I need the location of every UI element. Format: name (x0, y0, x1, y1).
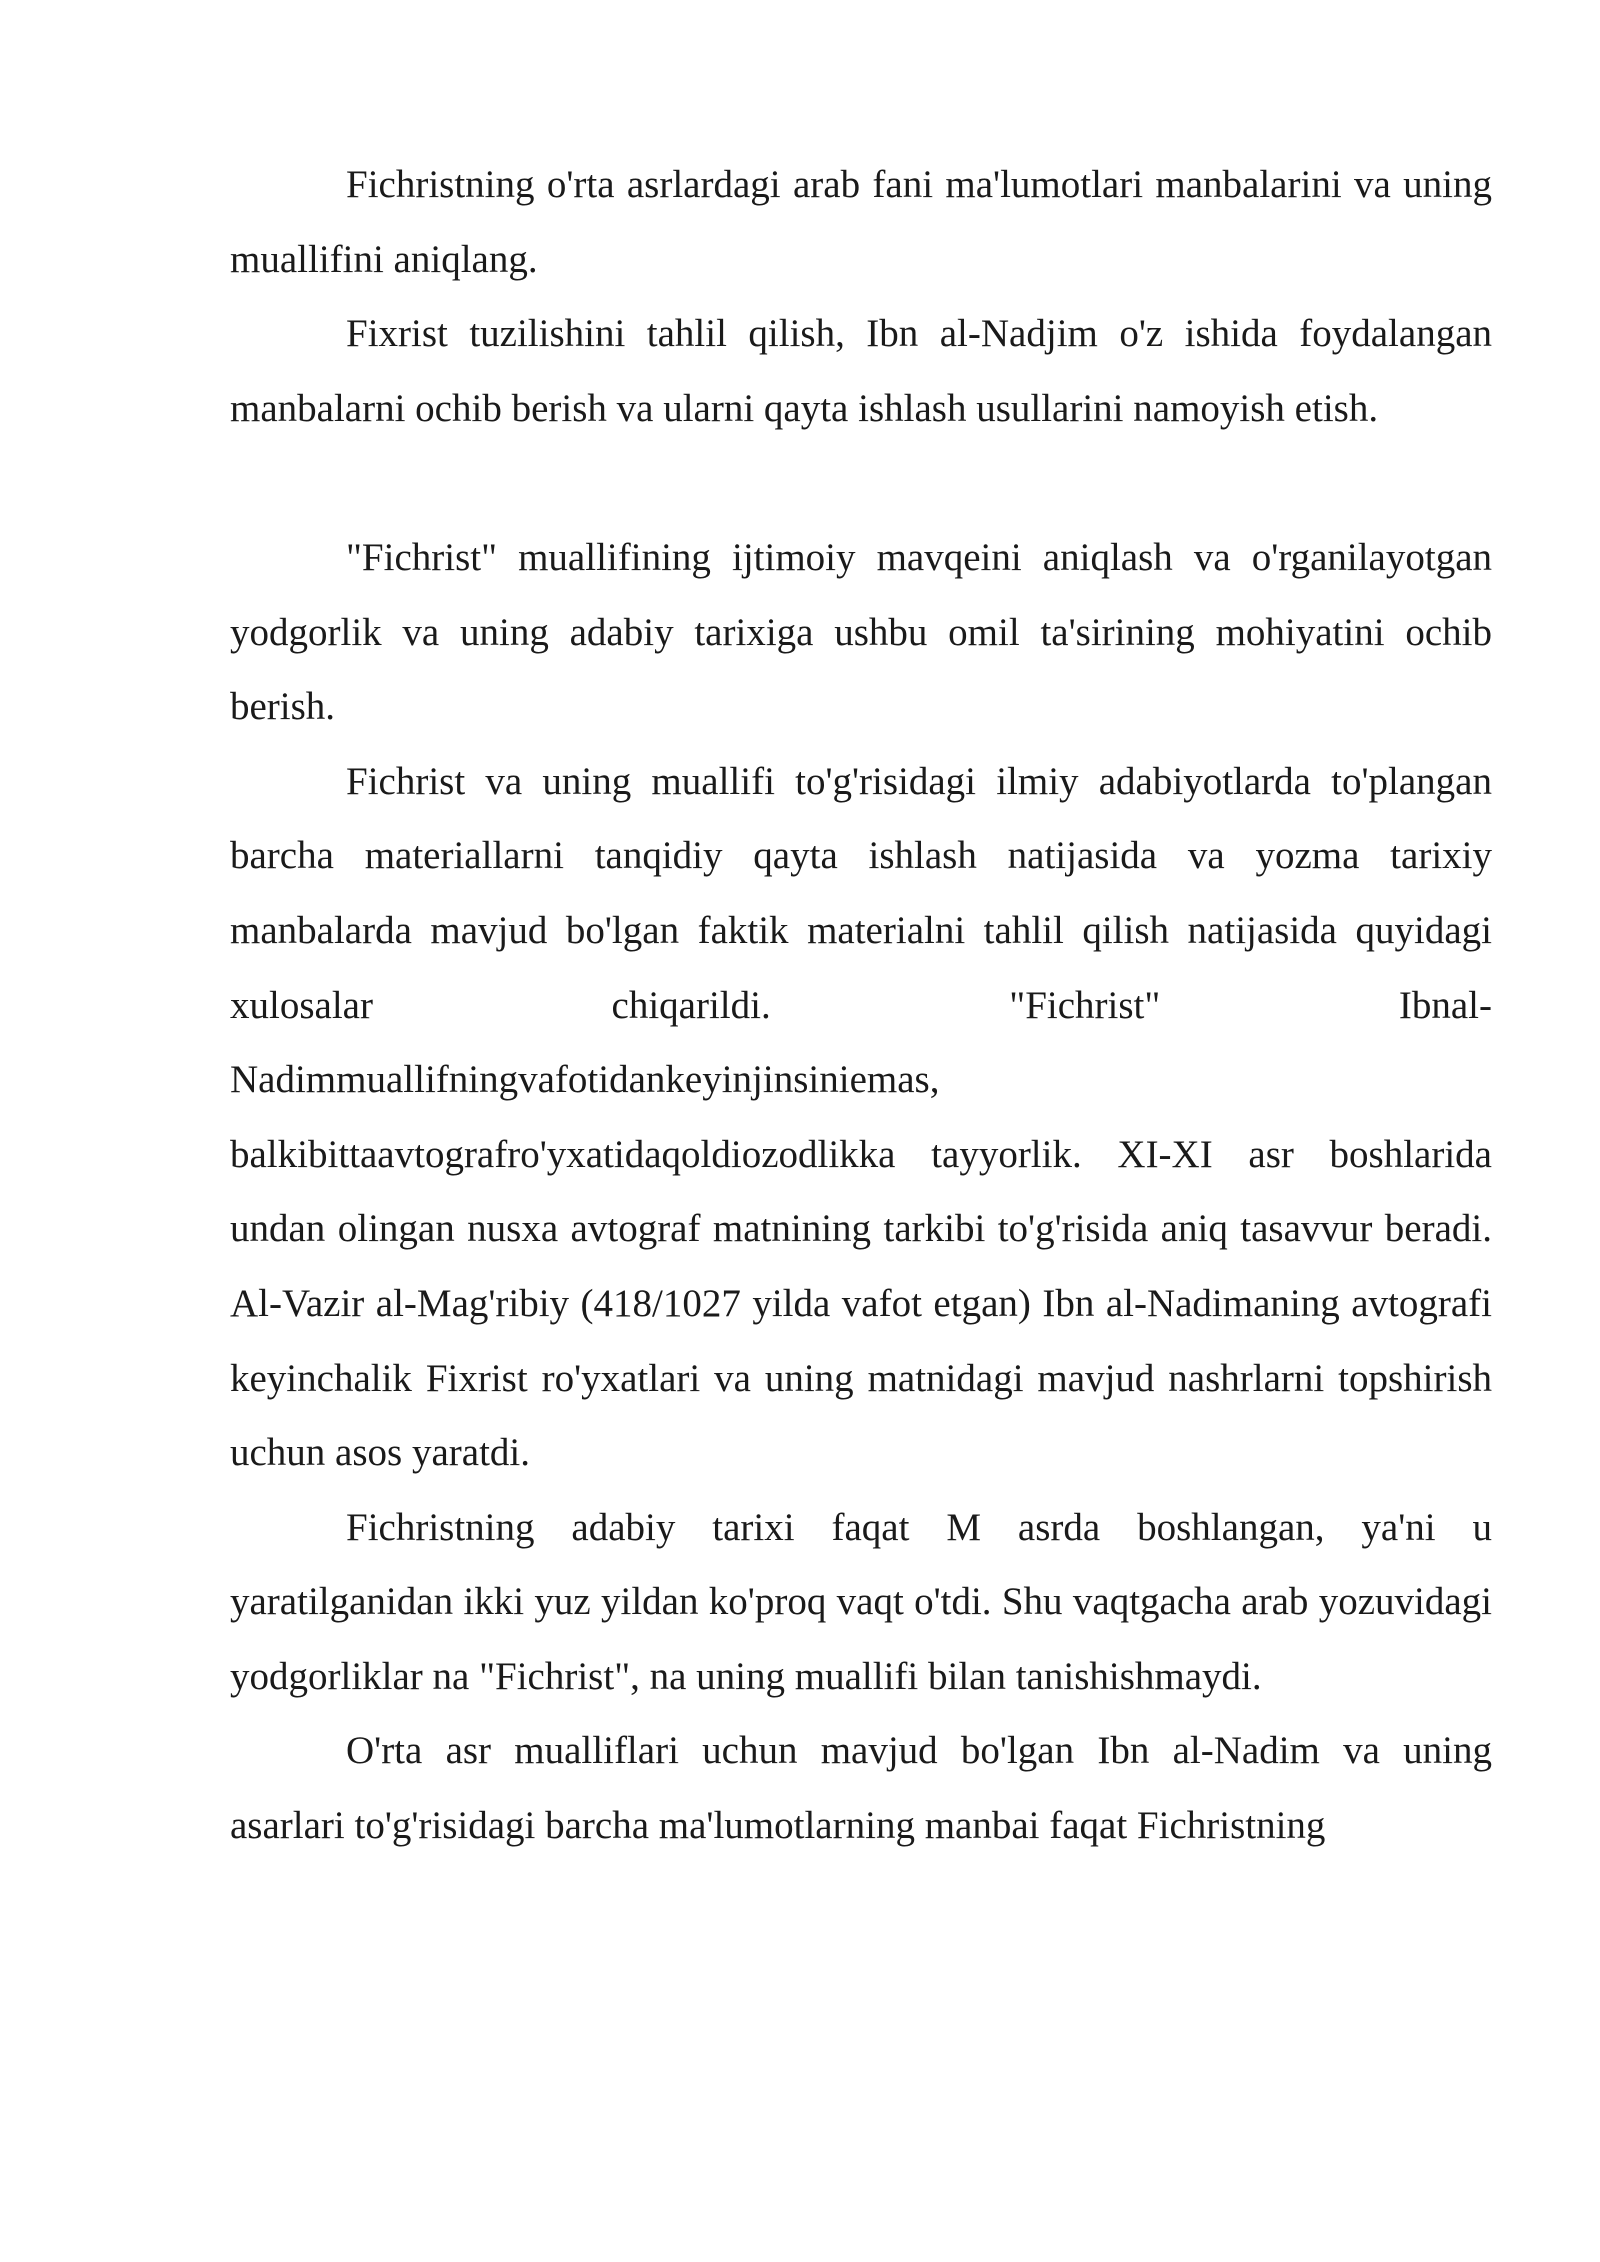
paragraph-conclusions: Fichrist va uning muallifi to'g'risidagi ilmiy adabiyotlarda to'plangan barcha materiallarni tanqidiy qayta ishlash natijasida va yozma tarixiy manbalarda mavjud bo'lgan faktik materialni tahlil qilish natijasida quyidagi xulosalar chiqarildi. "Fichrist" Ibnal-Nadimmuallifningvafotidankeyinjinsiniemas, balkibittaavtografro'yxatidaqoldiozodlikka tayyorlik. XI-XI asr boshlarida undan olingan nusxa avtograf matnining tarkibi to'g'risida aniq tasavvur beradi. Al-Vazir al-Mag'ribiy (418/1027 yilda vafot etgan) Ibn al-Nadimaning avtografi keyinchalik Fixrist ro'yxatlari va uning matnidagi mavjud nashrlarni topshirish uchun asos yaratdi. (230, 759, 1492, 1475)
paragraph-medieval-authors: O'rta asr mualliflari uchun mavjud bo'lgan Ibn al-Nadim va uning asarlari to'g'risidagi barcha ma'lumotlarning manbai faqat Fichristning (230, 1729, 1492, 1848)
paragraph-structure-analysis: Fixrist tuzilishini tahlil qilish, Ibn al-Nadjim o'z ishida foydalangan manbalarni ochib berish va ularni qayta ishlash usullarini namoyish etish. (230, 312, 1492, 430)
document-body (230, 148, 1492, 1864)
paragraph-sources-aim: Fichristning o'rta asrlardagi arab fani ma'lumotlari manbalarini va uning muallifini aniqlang. (230, 163, 1492, 281)
paragraph-literary-history: Fichristning adabiy tarixi faqat M asrda boshlangan, ya'ni u yaratilganidan ikki yuz yildan ko'proq vaqt o'tdi. Shu vaqtgacha arab yozuvidagi yodgorliklar na "Fichrist", na uning muallifi bilan tanishishmaydi. (230, 1505, 1492, 1698)
paragraph-author-status: "Fichrist" muallifining ijtimoiy mavqeini aniqlash va o'rganilayotgan yodgorlik va uning adabiy tarixiga ushbu omil ta'sirining mohiyatini ochib berish. (230, 535, 1492, 729)
